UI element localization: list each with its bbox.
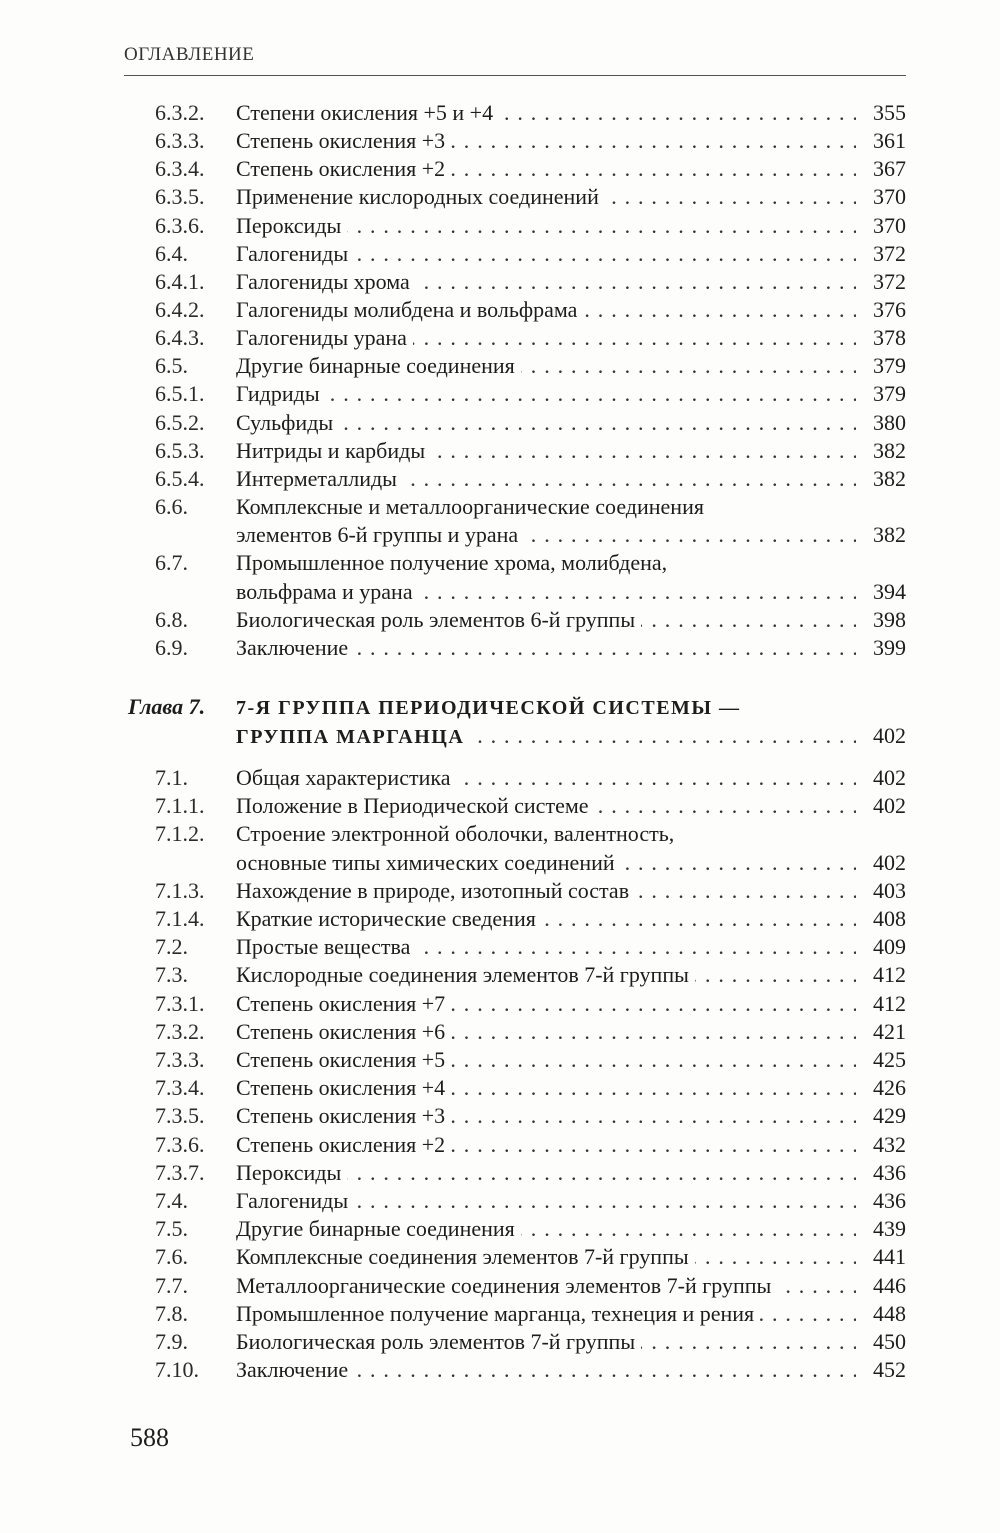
- entry-title-wrap: [236, 1300, 856, 1328]
- toc-entry: [0, 1187, 1000, 1215]
- entry-number: 7.1.2.: [155, 821, 205, 846]
- entry-page: 355: [873, 100, 906, 125]
- entry-title-wrap: [236, 849, 856, 877]
- toc-entry: [0, 1300, 1000, 1328]
- entry-number: 7.3.3.: [155, 1047, 205, 1072]
- entry-number: 7.3.5.: [155, 1103, 205, 1128]
- entry-page: 361: [873, 128, 906, 153]
- entry-page: 370: [873, 184, 906, 209]
- entry-title: Галогениды хрома: [236, 269, 416, 294]
- entry-title-wrap: [236, 1272, 856, 1300]
- entry-title-wrap: [236, 240, 856, 268]
- toc-entry: [0, 296, 1000, 324]
- entry-title: Металлоорганические соединения элементов 7-й группы: [236, 1273, 777, 1298]
- toc-entry: [0, 1131, 1000, 1159]
- entry-title-wrap: [236, 183, 856, 211]
- entry-page: 412: [873, 991, 906, 1016]
- entry-title-wrap: [236, 99, 856, 127]
- entry-title: Степень окисления +3: [236, 128, 451, 153]
- entry-number: 7.1.4.: [155, 906, 205, 931]
- toc-entry: [0, 380, 1000, 408]
- toc-entry: [0, 1018, 1000, 1046]
- entry-page: 412: [873, 962, 906, 987]
- entry-title: Степень окисления +7: [236, 991, 451, 1016]
- entry-title: Краткие исторические сведения: [236, 906, 542, 931]
- chapter-page: 402: [873, 723, 906, 748]
- entry-title: Биологическая роль элементов 7-й группы: [236, 1329, 641, 1354]
- chapter-title-line2-wrap: [236, 722, 856, 751]
- entry-title-wrap: [236, 1131, 856, 1159]
- entry-title-wrap: [236, 820, 856, 848]
- toc-entry: [0, 820, 1000, 848]
- toc-entry: [0, 521, 1000, 549]
- entry-title-wrap: [236, 380, 856, 408]
- chapter-title-line2: ГРУППА МАРГАНЦА: [236, 726, 470, 748]
- entry-title: Нахождение в природе, изотопный состав: [236, 878, 635, 903]
- entry-title-wrap: [236, 409, 856, 437]
- header-rule: [124, 75, 906, 76]
- entry-title-wrap: [236, 1074, 856, 1102]
- entry-number: 7.3.: [155, 962, 188, 987]
- entry-page: 394: [873, 579, 906, 604]
- entry-number: 6.4.1.: [155, 269, 205, 294]
- entry-title: Комплексные соединения элементов 7-й группы: [236, 1244, 695, 1269]
- entry-title: Степень окисления +5: [236, 1047, 451, 1072]
- entry-title-wrap: [236, 1187, 856, 1215]
- toc-entry: [0, 606, 1000, 634]
- entry-title-wrap: [236, 155, 856, 183]
- toc-entry: [0, 1272, 1000, 1300]
- entry-number: 7.3.4.: [155, 1075, 205, 1100]
- toc-entry: [0, 324, 1000, 352]
- entry-title-wrap: [236, 1102, 856, 1130]
- entry-number: 6.3.5.: [155, 184, 205, 209]
- entry-title: Простые вещества: [236, 934, 416, 959]
- toc-entry: [0, 493, 1000, 521]
- entry-number: 6.8.: [155, 607, 188, 632]
- chapter-label: Глава 7.: [128, 694, 206, 719]
- entry-title-wrap: [236, 606, 856, 634]
- toc-entry: [0, 155, 1000, 183]
- running-head: ОГЛАВЛЕНИЕ: [124, 44, 255, 65]
- entry-title-wrap: [236, 578, 856, 606]
- page-number: 588: [130, 1423, 169, 1452]
- entry-page: 452: [873, 1357, 906, 1382]
- entry-page: 382: [873, 522, 906, 547]
- entry-title: Нитриды и карбиды: [236, 438, 431, 463]
- entry-title-wrap: [236, 1243, 856, 1271]
- entry-number: 7.5.: [155, 1216, 188, 1241]
- entry-page: 378: [873, 325, 906, 350]
- entry-number: 7.1.3.: [155, 878, 205, 903]
- entry-title: Степень окисления +2: [236, 1132, 451, 1157]
- entry-title-wrap: [236, 933, 856, 961]
- entry-title-wrap: [236, 324, 856, 352]
- entry-title-wrap: [236, 1046, 856, 1074]
- entry-number: 7.6.: [155, 1244, 188, 1269]
- entry-title-wrap: [236, 961, 856, 989]
- entry-page: 441: [873, 1244, 906, 1269]
- entry-page: 379: [873, 381, 906, 406]
- toc-entry: [0, 240, 1000, 268]
- entry-title: Степень окисления +4: [236, 1075, 451, 1100]
- entry-title: элементов 6-й группы и урана: [236, 522, 524, 547]
- entry-title: Комплексные и металлоорганические соединения: [236, 494, 710, 519]
- entry-number: 6.5.2.: [155, 410, 205, 435]
- entry-number: 6.5.: [155, 353, 188, 378]
- toc-entry: [0, 268, 1000, 296]
- entry-title: Промышленное получение хрома, молибдена,: [236, 550, 673, 575]
- entry-title-wrap: [236, 127, 856, 155]
- entry-title-wrap: [236, 877, 856, 905]
- entry-title-wrap: [236, 990, 856, 1018]
- chapter-title-line1: 7-Я ГРУППА ПЕРИОДИЧЕСКОЙ СИСТЕМЫ —: [236, 697, 747, 719]
- entry-number: 6.9.: [155, 635, 188, 660]
- toc-entry: [0, 99, 1000, 127]
- entry-title: Положение в Периодической системе: [236, 793, 595, 818]
- entry-title-wrap: [236, 296, 856, 324]
- entry-page: 402: [873, 793, 906, 818]
- entry-title-wrap: [236, 493, 856, 521]
- entry-title-wrap: [236, 268, 856, 296]
- entry-page: 425: [873, 1047, 906, 1072]
- entry-page: 436: [873, 1160, 906, 1185]
- entry-title-wrap: [236, 764, 856, 792]
- entry-page: 379: [873, 353, 906, 378]
- toc-entry: [0, 465, 1000, 493]
- entry-number: 7.3.7.: [155, 1160, 205, 1185]
- entry-page: 402: [873, 850, 906, 875]
- toc-entry: [0, 792, 1000, 820]
- entry-number: 7.3.1.: [155, 991, 205, 1016]
- entry-number: 7.4.: [155, 1188, 188, 1213]
- toc-entry: [0, 1074, 1000, 1102]
- entry-title-wrap: [236, 549, 856, 577]
- entry-number: 6.5.4.: [155, 466, 205, 491]
- chapter-heading: [0, 693, 1000, 721]
- entry-number: 7.1.1.: [155, 793, 205, 818]
- toc-entry: [0, 578, 1000, 606]
- entry-number: 6.6.: [155, 494, 188, 519]
- entry-title: Пероксиды: [236, 213, 347, 238]
- entry-title-wrap: [236, 792, 856, 820]
- entry-number: 6.5.1.: [155, 381, 205, 406]
- entry-number: 6.3.4.: [155, 156, 205, 181]
- toc-entry: [0, 764, 1000, 792]
- toc-entry: [0, 1215, 1000, 1243]
- toc-entry: [0, 1356, 1000, 1384]
- entry-page: 402: [873, 765, 906, 790]
- entry-number: 7.8.: [155, 1301, 188, 1326]
- entry-title-wrap: [236, 352, 856, 380]
- entry-number: 7.10.: [155, 1357, 199, 1382]
- toc-entry: [0, 437, 1000, 465]
- toc-entry: [0, 409, 1000, 437]
- toc-entry: [0, 1328, 1000, 1356]
- entry-page: 367: [873, 156, 906, 181]
- entry-page: 436: [873, 1188, 906, 1213]
- entry-title-wrap: [236, 1215, 856, 1243]
- entry-page: 380: [873, 410, 906, 435]
- entry-number: 6.4.3.: [155, 325, 205, 350]
- entry-title: Степень окисления +3: [236, 1103, 451, 1128]
- entry-page: 448: [873, 1301, 906, 1326]
- entry-title: Другие бинарные соединения: [236, 353, 521, 378]
- entry-title-wrap: [236, 1328, 856, 1356]
- toc-entry: [0, 212, 1000, 240]
- entry-title: Интерметаллиды: [236, 466, 403, 491]
- entry-page: 370: [873, 213, 906, 238]
- entry-page: 376: [873, 297, 906, 322]
- toc-entry: [0, 877, 1000, 905]
- entry-title: Применение кислородных соединений: [236, 184, 605, 209]
- entry-title: Заключение: [236, 1357, 354, 1382]
- entry-title: Заключение: [236, 635, 354, 660]
- toc-entry: [0, 905, 1000, 933]
- toc-entry: [0, 183, 1000, 211]
- toc-entry: [0, 634, 1000, 662]
- entry-number: 6.5.3.: [155, 438, 205, 463]
- entry-page: 446: [873, 1273, 906, 1298]
- entry-number: 7.3.6.: [155, 1132, 205, 1157]
- chapter-heading-line2: [0, 722, 1000, 750]
- entry-title-wrap: [236, 1159, 856, 1187]
- entry-title-wrap: [236, 634, 856, 662]
- entry-page: 372: [873, 241, 906, 266]
- entry-page: 426: [873, 1075, 906, 1100]
- toc-entry: [0, 990, 1000, 1018]
- entry-title: Галогениды урана: [236, 325, 413, 350]
- entry-page: 403: [873, 878, 906, 903]
- entry-title: основные типы химических соединений: [236, 850, 621, 875]
- entry-number: 6.7.: [155, 550, 188, 575]
- entry-number: 7.1.: [155, 765, 188, 790]
- entry-number: 6.3.6.: [155, 213, 205, 238]
- entry-page: 399: [873, 635, 906, 660]
- toc-entry: [0, 127, 1000, 155]
- entry-number: 7.7.: [155, 1273, 188, 1298]
- entry-page: 409: [873, 934, 906, 959]
- entry-number: 7.2.: [155, 934, 188, 959]
- entry-number: 7.9.: [155, 1329, 188, 1354]
- entry-page: 398: [873, 607, 906, 632]
- entry-title: вольфрама и урана: [236, 579, 419, 604]
- entry-title-wrap: [236, 437, 856, 465]
- entry-title-wrap: [236, 465, 856, 493]
- entry-title: Кислородные соединения элементов 7-й группы: [236, 962, 695, 987]
- entry-title: Промышленное получение марганца, технеция и рения: [236, 1301, 760, 1326]
- entry-title-wrap: [236, 521, 856, 549]
- entry-title: Другие бинарные соединения: [236, 1216, 521, 1241]
- toc-entry: [0, 1102, 1000, 1130]
- entry-page: 408: [873, 906, 906, 931]
- entry-number: 6.4.2.: [155, 297, 205, 322]
- entry-page: 372: [873, 269, 906, 294]
- entry-number: 6.3.2.: [155, 100, 205, 125]
- entry-title: Гидриды: [236, 381, 326, 406]
- toc-entry: [0, 549, 1000, 577]
- toc-entry: [0, 1243, 1000, 1271]
- toc-entry: [0, 933, 1000, 961]
- entry-title: Строение электронной оболочки, валентность,: [236, 821, 680, 846]
- entry-number: 7.3.2.: [155, 1019, 205, 1044]
- entry-page: 432: [873, 1132, 906, 1157]
- chapter-title-line1-wrap: [236, 693, 856, 722]
- entry-title: Сульфиды: [236, 410, 339, 435]
- entry-title: Галогениды: [236, 241, 354, 266]
- toc-entry: [0, 849, 1000, 877]
- toc-entry: [0, 352, 1000, 380]
- entry-title-wrap: [236, 1018, 856, 1046]
- entry-title-wrap: [236, 212, 856, 240]
- entry-title: Степень окисления +2: [236, 156, 451, 181]
- entry-title: Галогениды: [236, 1188, 354, 1213]
- entry-page: 382: [873, 466, 906, 491]
- entry-page: 421: [873, 1019, 906, 1044]
- entry-number: 6.4.: [155, 241, 188, 266]
- entry-page: 429: [873, 1103, 906, 1128]
- entry-title: Биологическая роль элементов 6-й группы: [236, 607, 641, 632]
- toc-entry: [0, 1159, 1000, 1187]
- entry-page: 439: [873, 1216, 906, 1241]
- entry-title-wrap: [236, 1356, 856, 1384]
- entry-page: 382: [873, 438, 906, 463]
- entry-title-wrap: [236, 905, 856, 933]
- entry-title: Галогениды молибдена и вольфрама: [236, 297, 583, 322]
- entry-title: Пероксиды: [236, 1160, 347, 1185]
- toc-entry: [0, 1046, 1000, 1074]
- entry-title: Степень окисления +6: [236, 1019, 451, 1044]
- toc-entry: [0, 961, 1000, 989]
- entry-number: 6.3.3.: [155, 128, 205, 153]
- entry-title: Общая характеристика: [236, 765, 456, 790]
- entry-title: Степени окисления +5 и +4: [236, 100, 499, 125]
- entry-page: 450: [873, 1329, 906, 1354]
